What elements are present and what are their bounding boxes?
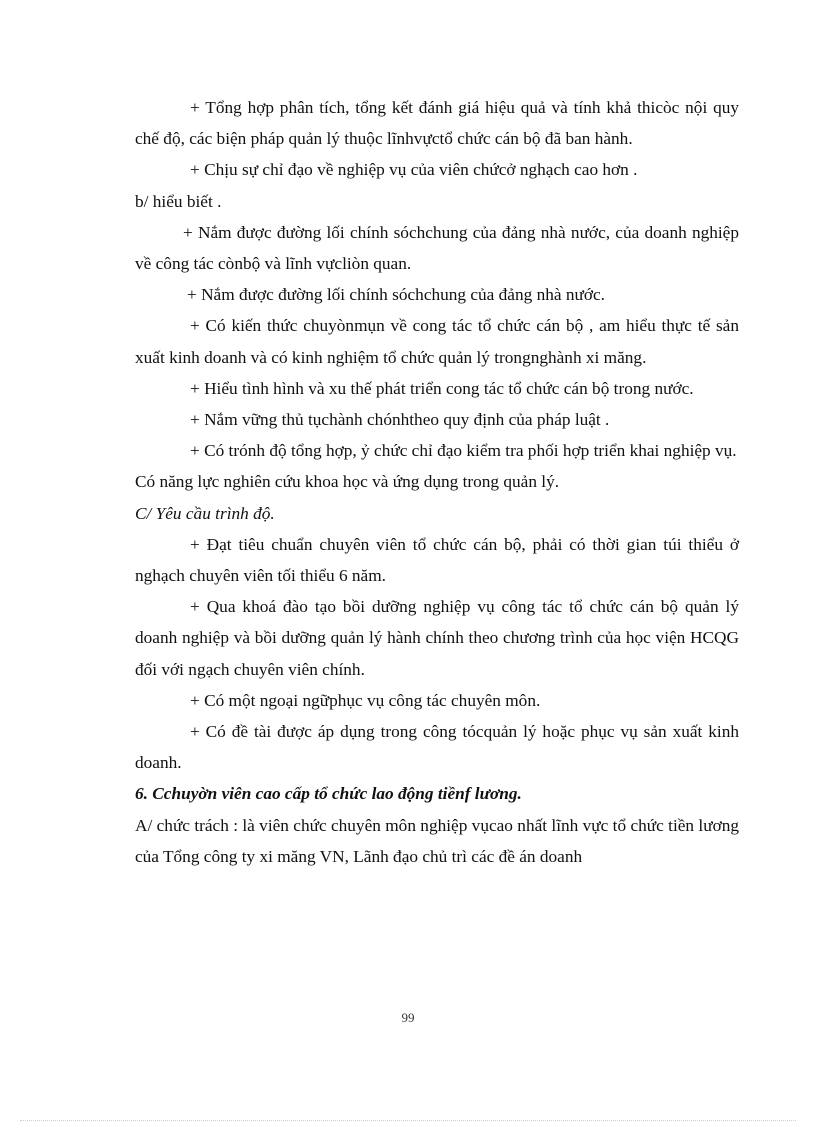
paragraph: + Đạt tiêu chuẩn chuyên viên tổ chức cán bộ, phải có thời gian túi thiểu ở nghạch chuyên viên tối thiểu 6 năm. [135,534,739,586]
paragraph: + Nắm vững thủ tụchành chónhtheo quy định của pháp luật . [190,410,610,430]
paragraph: + Nắm được đường lối chính sóchchung của đảng nhà nước, của doanh nghiệp về công tác cònbộ và lĩnh vựcliòn quan. [135,222,739,274]
paragraph: + Chịu sự chỉ đạo về nghiệp vụ của viên chứcở nghạch cao hơn . [190,160,638,180]
paragraph: + Có một ngoại ngữphục vụ công tác chuyên môn. [190,690,541,710]
paragraph: + Nắm được đường lối chính sóchchung của đảng nhà nước. [187,285,605,305]
section-heading: C/ Yêu cầu trình độ. [135,503,275,523]
paragraph: + Hiểu tình hình và xu thế phát triển cong tác tổ chức cán bộ trong nước. [190,378,694,398]
paragraph: Có năng lực nghiên cứu khoa học và ứng dụng trong quản lý. [135,472,560,492]
paragraph: + Có trónh độ tổng hợp, ỷ chức chỉ đạo kiểm tra phối hợp triển khai nghiệp vụ. [190,441,737,461]
page-number: 99 [401,1010,415,1025]
paragraph: A/ chức trách : là viên chức chuyên môn nghiệp vụcao nhất lĩnh vực tổ chức tiền lương của Tổng công ty xi măng VN, Lãnh đạo chủ trì các đề án doanh [135,815,739,866]
document-body [135,92,739,872]
paragraph: + Có kiến thức chuyònmụn về cong tác tổ chức cán bộ , am hiểu thực tế sản xuất kinh doanh và có kinh nghiệm tổ chức quản lý trongnghành xi măng. [135,316,739,367]
section-heading: 6. Cchuyờn viên cao cấp tổ chức lao động tiềnf lương. [135,784,522,804]
page-bottom-divider [20,1120,796,1121]
paragraph: + Tổng hợp phân tích, tổng kết đánh giá hiệu quả và tính khả thicòc nội quy chế độ, các biện pháp quản lý thuộc lĩnhvựctổ chức cán bộ đã ban hành. [135,98,739,149]
section-heading: b/ hiểu biết . [135,191,222,211]
paragraph: + Có đề tài được áp dụng trong công tócquản lý hoặc phục vụ sản xuất kinh doanh. [135,722,739,773]
paragraph: + Qua khoá đào tạo bồi dưỡng nghiệp vụ công tác tổ chức cán bộ quản lý doanh nghiệp và bồi dưỡng quản lý hành chính theo chương trình của học viện HCQG đối với ngạch chuyên viên chính. [135,597,739,679]
